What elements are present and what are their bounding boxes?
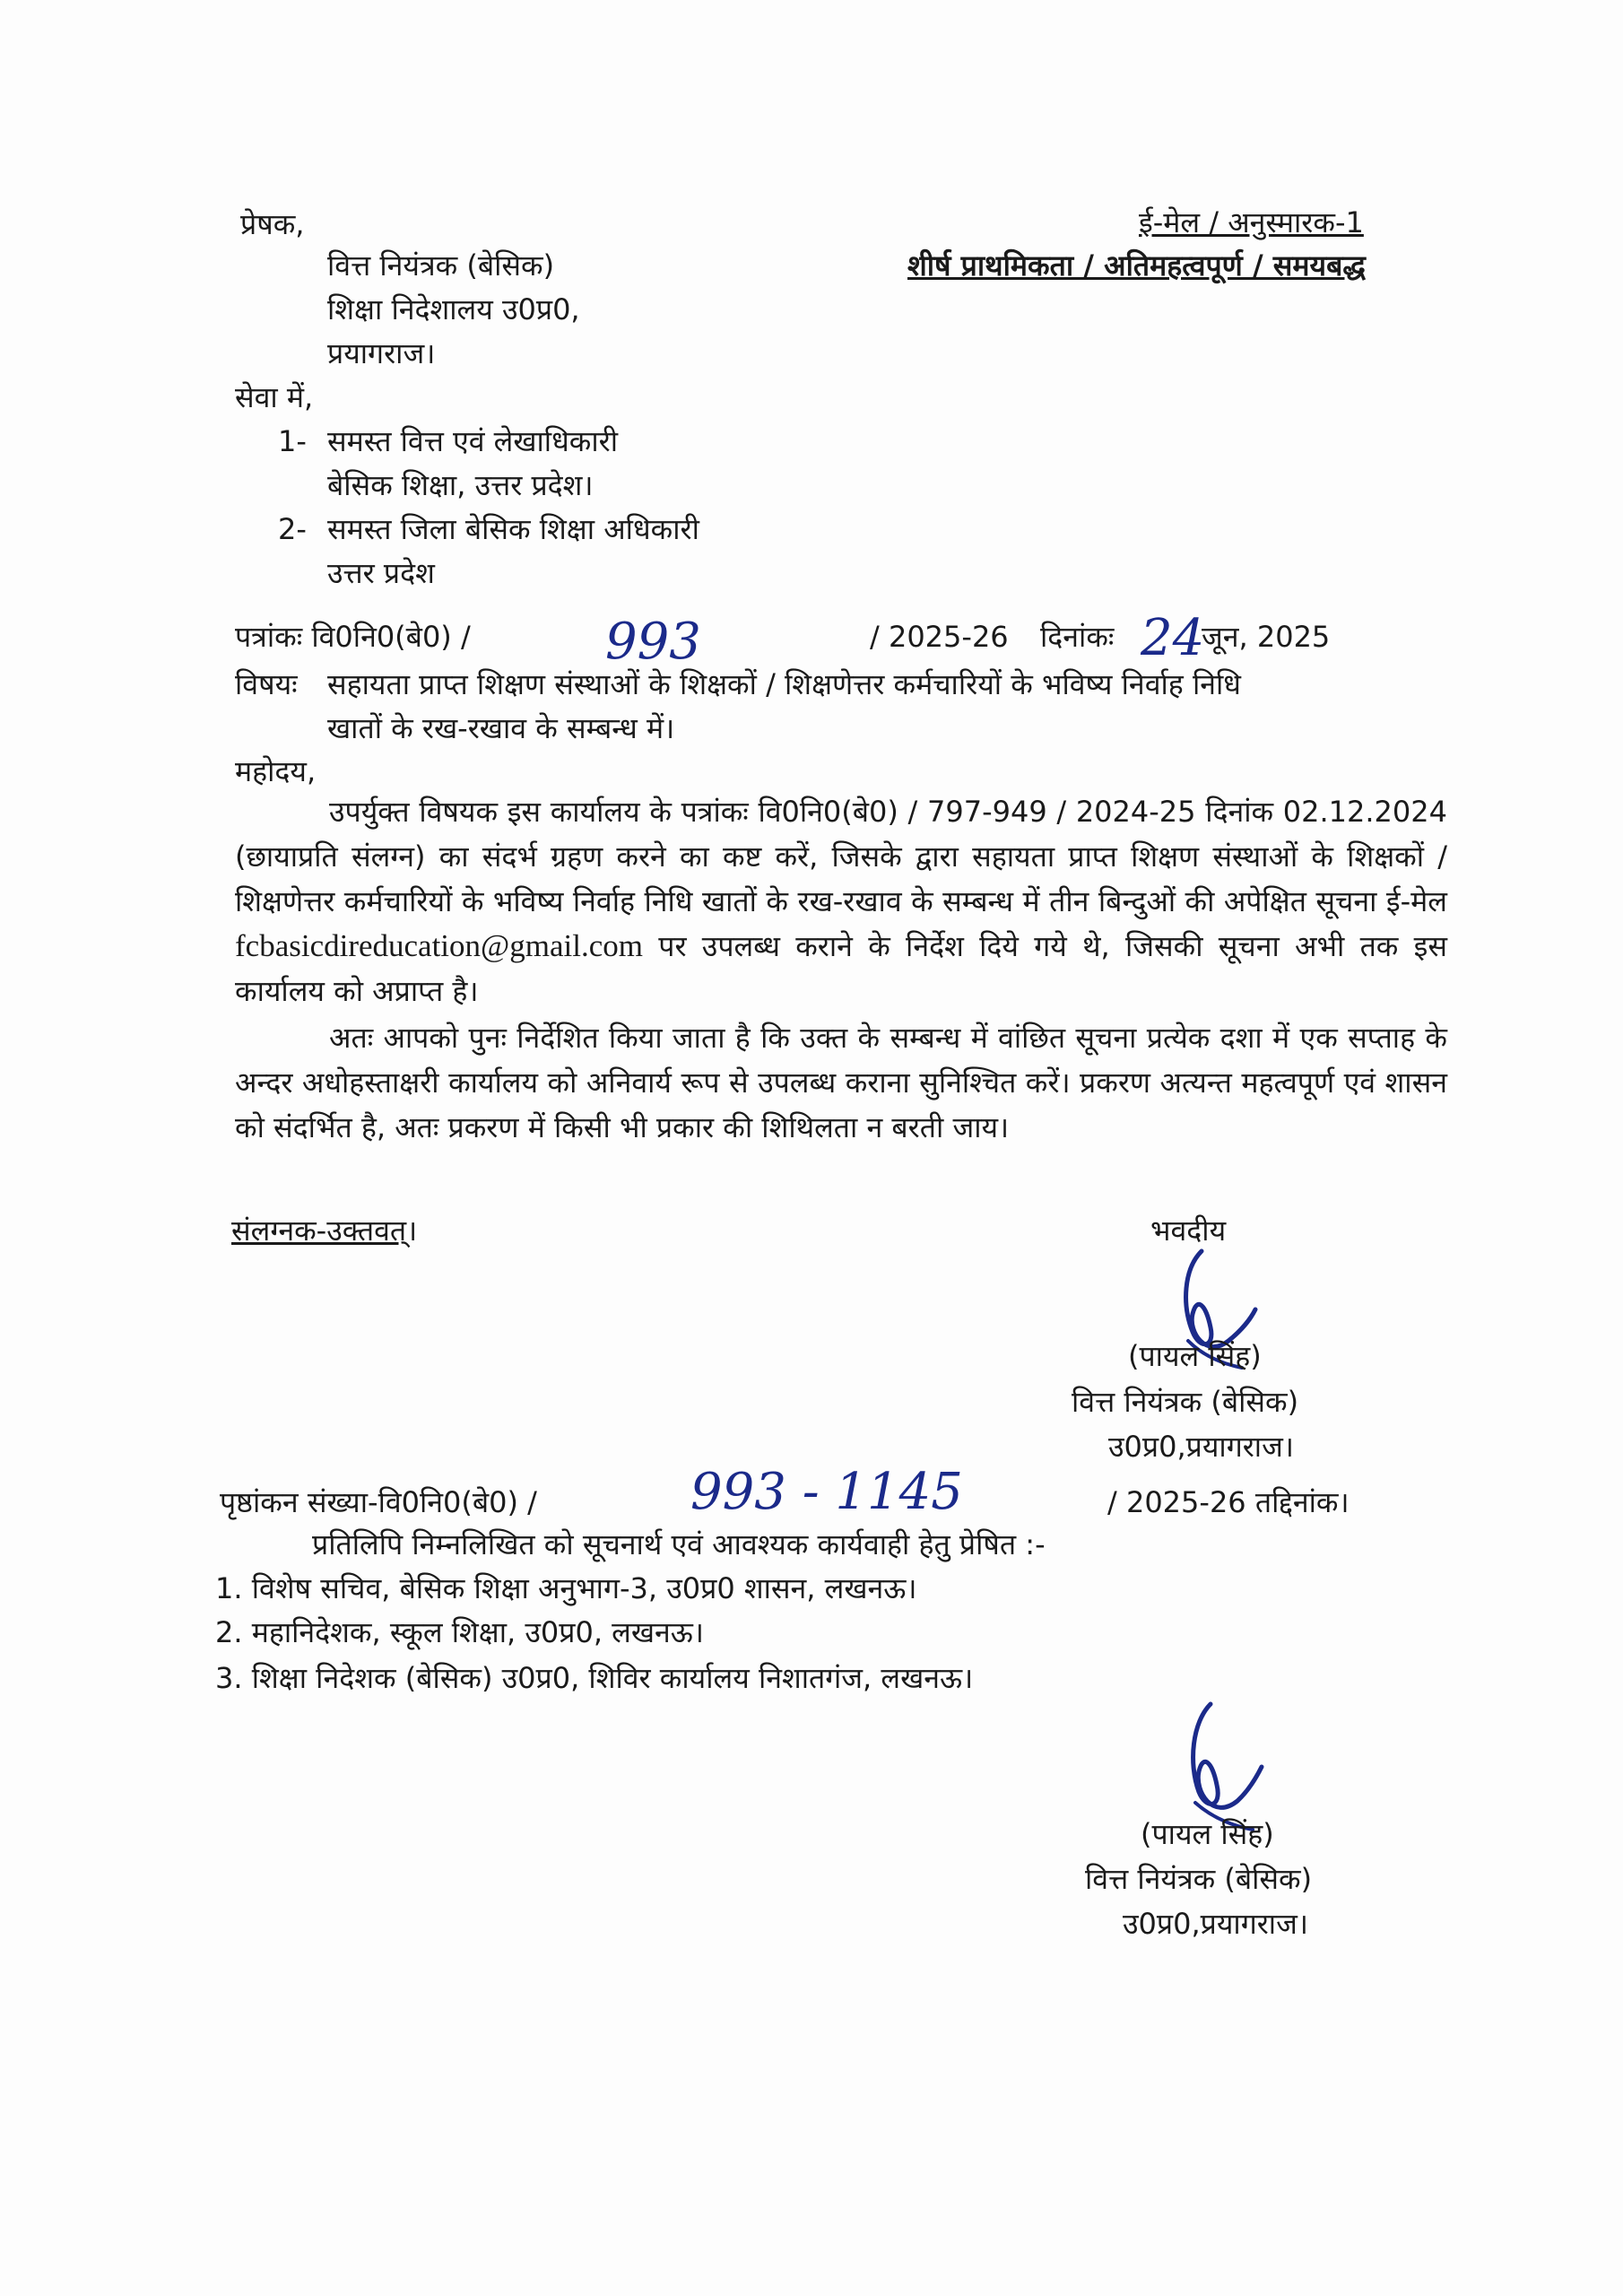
sender-label: प्रेषक, <box>240 207 305 241</box>
recipient-2-number: 2- <box>278 512 307 546</box>
salutation: महोदय, <box>235 754 317 788</box>
reference-month-year: जून, 2025 <box>1202 620 1331 654</box>
enclosure-note <box>231 1213 417 1250</box>
endorsement-intro: प्रतिलिपि निम्नलिखित को सूचनार्थ एवं आवश्यक कार्यवाही हेतु प्रेषित :- <box>312 1527 1046 1561</box>
paragraph-1-text-a: उपर्युक्त विषयक इस कार्यालय के पत्रांकः वि0नि0(बे0) / 797-949 / 2024-25 दिनांक 02.12.2024 (छायाप्रति संलग्न) का संदर्भ ग्रहण करने का कष्ट करें, जिसके द्वारा सहायता प्राप्त शिक्षण संस्थाओं के शिक्षकों / शिक्षणेत्तर कर्मचारियों के भविष्य निर्वाह निधि खातों के रख-रखाव के सम्बन्ध में तीन बिन्दुओं की अपेक्षित सूचना ई-मेल <box>235 795 1447 918</box>
recipient-1-line-1: समस्त वित्त एवं लेखाधिकारी <box>327 424 619 458</box>
paragraph-2-text: अतः आपको पुनः निर्देशित किया जाता है कि उक्त के सम्बन्ध में वांछित सूचना प्रत्येक दशा में एक सप्ताह के अन्दर अधोहस्ताक्षरी कार्यालय को अनिवार्य रूप से उपलब्ध कराना सुनिश्चित करें। प्रकरण अत्यन्त महत्वपूर्ण एवं शासन को संदर्भित है, अतः प्रकरण में किसी भी प्रकार की शिथिलता न बरती जाय। <box>235 1021 1447 1144</box>
endorsement-item-2: 2. महानिदेशक, स्कूल शिक्षा, उ0प्र0, लखनऊ। <box>215 1615 705 1649</box>
recipient-1-line-2: बेसिक शिक्षा, उत्तर प्रदेश। <box>327 468 594 502</box>
sender-line-1: वित्त नियंत्रक (बेसिक) <box>327 248 555 283</box>
subject-line-1: सहायता प्राप्त शिक्षण संस्थाओं के शिक्षकों / शिक्षणेत्तर कर्मचारियों के भविष्य निर्वाह निधि <box>327 667 1241 701</box>
sender-line-3: प्रयागराज। <box>327 336 436 370</box>
sender-line-2: शिक्षा निदेशालय उ0प्र0, <box>327 292 580 326</box>
enclosure-label: संलग्नक-उक्तवत् <box>231 1213 407 1248</box>
recipient-2-line-2: उत्तर प्रदेश <box>327 556 435 590</box>
closing-text: भवदीय <box>1150 1213 1227 1248</box>
signatory-1-name: (पायल सिंह) <box>1128 1339 1262 1373</box>
subject-line-2: खातों के रख-रखाव के सम्बन्ध में। <box>327 711 675 745</box>
signatory-2-place: उ0प्र0,प्रयागराज। <box>1123 1907 1308 1941</box>
enclosure-suffix: । <box>406 1213 418 1248</box>
signatory-2-name: (पायल सिंह) <box>1141 1817 1274 1851</box>
reference-date-label: दिनांकः <box>1040 620 1115 654</box>
email-reminder-mark <box>1139 204 1364 242</box>
email-reminder-text: ई-मेल / अनुस्मारक-1 <box>1139 205 1364 239</box>
endorsement-number-handwritten: 993 - 1145 <box>690 1463 963 1521</box>
endorsement-suffix: / 2025-26 तद्दिनांक। <box>1107 1485 1350 1519</box>
recipient-2-line-1: समस्त जिला बेसिक शिक्षा अधिकारी <box>327 512 699 546</box>
priority-mark <box>907 248 1366 285</box>
email-address: fcbasicdireducation@gmail.com <box>235 928 643 963</box>
subject-label: विषयः <box>235 667 298 701</box>
reference-year: / 2025-26 <box>870 620 1009 654</box>
recipients-label: सेवा में, <box>235 380 314 414</box>
body-paragraph-1 <box>235 789 1447 1013</box>
signatory-1-place: उ0प्र0,प्रयागराज। <box>1108 1430 1294 1464</box>
reference-number-handwritten: 993 <box>605 613 701 671</box>
priority-text: शीर्ष प्राथमिकता / अतिमहत्वपूर्ण / समयबद्ध <box>907 248 1366 283</box>
endorsement-item-3: 3. शिक्षा निदेशक (बेसिक) उ0प्र0, शिविर कार्यालय निशातगंज, लखनऊ। <box>215 1661 974 1695</box>
body-paragraph-2 <box>235 1015 1447 1150</box>
reference-day-handwritten: 24 <box>1141 609 1205 667</box>
recipient-1-number: 1- <box>278 424 307 458</box>
signatory-2-designation: वित्त नियंत्रक (बेसिक) <box>1085 1862 1313 1896</box>
paragraph-1-text-b: पर उपलब्ध कराने के निर्देश दिये गये थे, जिसकी सूचना अभी तक इस कार्यालय को अप्राप्त है। <box>235 929 1447 1008</box>
signatory-1-designation: वित्त नियंत्रक (बेसिक) <box>1072 1385 1299 1419</box>
endorsement-prefix: पृष्ठांकन संख्या-वि0नि0(बे0) / <box>220 1485 537 1519</box>
reference-prefix: पत्रांकः वि0नि0(बे0) / <box>235 620 471 654</box>
endorsement-item-1: 1. विशेष सचिव, बेसिक शिक्षा अनुभाग-3, उ0प्र0 शासन, लखनऊ। <box>215 1571 917 1605</box>
